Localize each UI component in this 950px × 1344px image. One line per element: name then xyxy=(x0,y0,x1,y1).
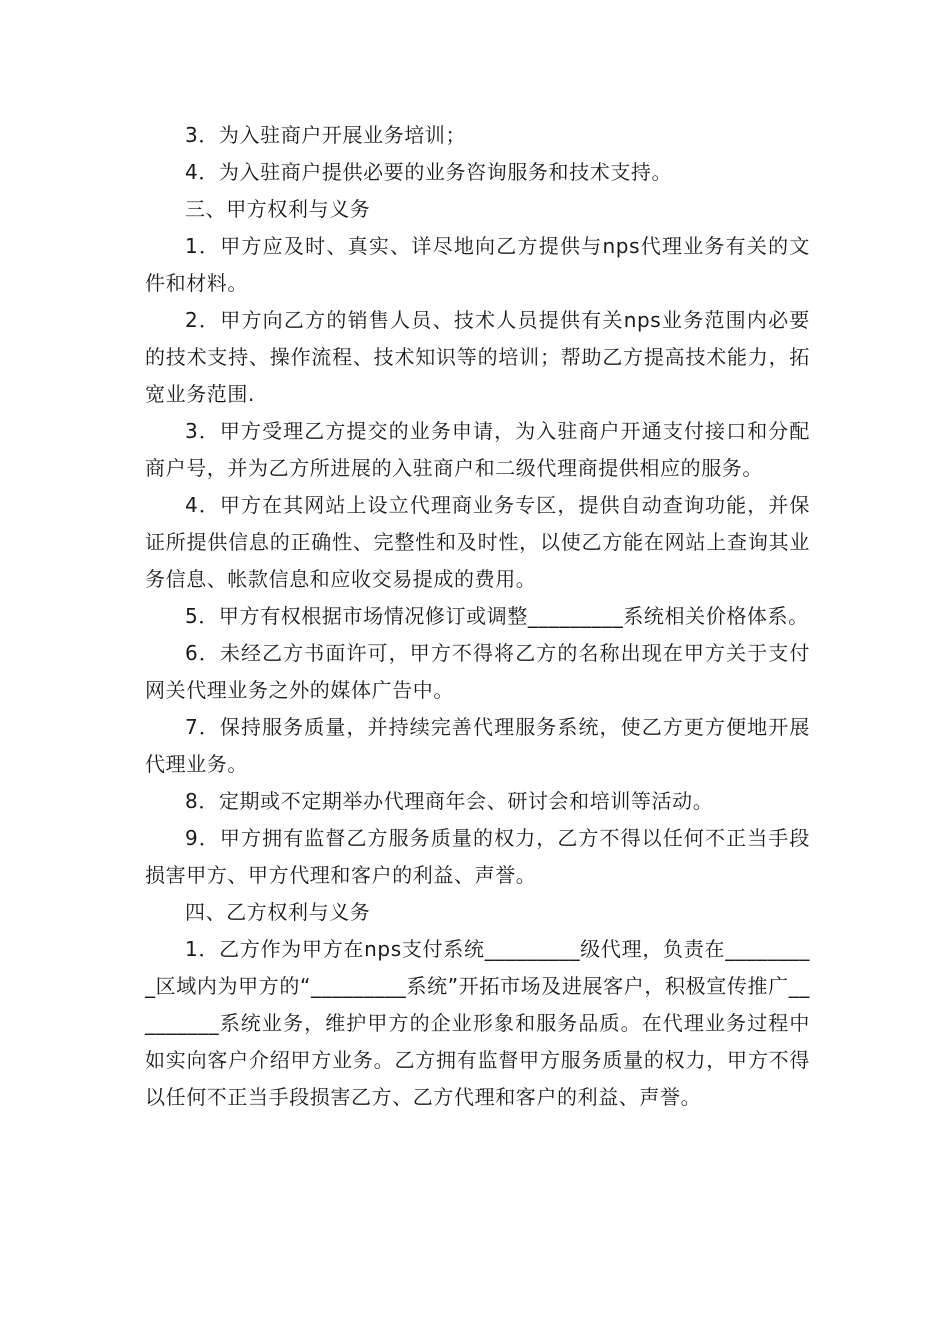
party-a-clause-2: 2．甲方向乙方的销售人员、技术人员提供有关nps业务范围内必要的技术支持、操作流程、技术知识等的培训；帮助乙方提高技术能力，拓宽业务范围. xyxy=(145,308,810,406)
party-a-clause-5: 5．甲方有权根据市场情况修订或调整_________系统相关价格体系。 xyxy=(185,604,809,628)
party-a-clause-9: 9．甲方拥有监督乙方服务质量的权力，乙方不得以任何不正当手段损害甲方、甲方代理和客户的利益、声誉。 xyxy=(145,826,810,887)
list-item-training: 3．为入驻商户开展业务培训； xyxy=(185,123,467,147)
document-body xyxy=(145,117,810,1116)
party-b-clause-1: 1．乙方作为甲方在nps支付系统_________级代理，负责在_________区域内为甲方的“_________系统”开拓市场及进展客户，积极宣传推广_________系统业务，维护甲方的企业形象和服务品质。在代理业务过程中如实向客户介绍甲方业务。乙方拥有监督甲方服务质量的权力，甲方不得以任何不正当手段损害乙方、乙方代理和客户的利益、声誉。 xyxy=(145,937,810,1109)
section-heading-party-b: 四、乙方权利与义务 xyxy=(185,900,371,924)
list-item-consulting: 4．为入驻商户提供必要的业务咨询服务和技术支持。 xyxy=(185,160,673,184)
party-a-clause-1: 1．甲方应及时、真实、详尽地向乙方提供与nps代理业务有关的文件和材料。 xyxy=(145,234,810,295)
party-a-clause-7: 7．保持服务质量，并持续完善代理服务系统，使乙方更方便地开展代理业务。 xyxy=(145,715,810,776)
party-a-clause-8: 8．定期或不定期举办代理商年会、研讨会和培训等活动。 xyxy=(185,789,714,813)
section-heading-party-a: 三、甲方权利与义务 xyxy=(185,197,371,221)
party-a-clause-4: 4．甲方在其网站上设立代理商业务专区，提供自动查询功能，并保证所提供信息的正确性、完整性和及时性，以使乙方能在网站上查询其业务信息、帐款信息和应收交易提成的费用。 xyxy=(145,493,810,591)
party-a-clause-6: 6．未经乙方书面许可，甲方不得将乙方的名称出现在甲方关于支付网关代理业务之外的媒体广告中。 xyxy=(145,641,810,702)
party-a-clause-3: 3．甲方受理乙方提交的业务申请，为入驻商户开通支付接口和分配商户号，并为乙方所进展的入驻商户和二级代理商提供相应的服务。 xyxy=(145,419,810,480)
